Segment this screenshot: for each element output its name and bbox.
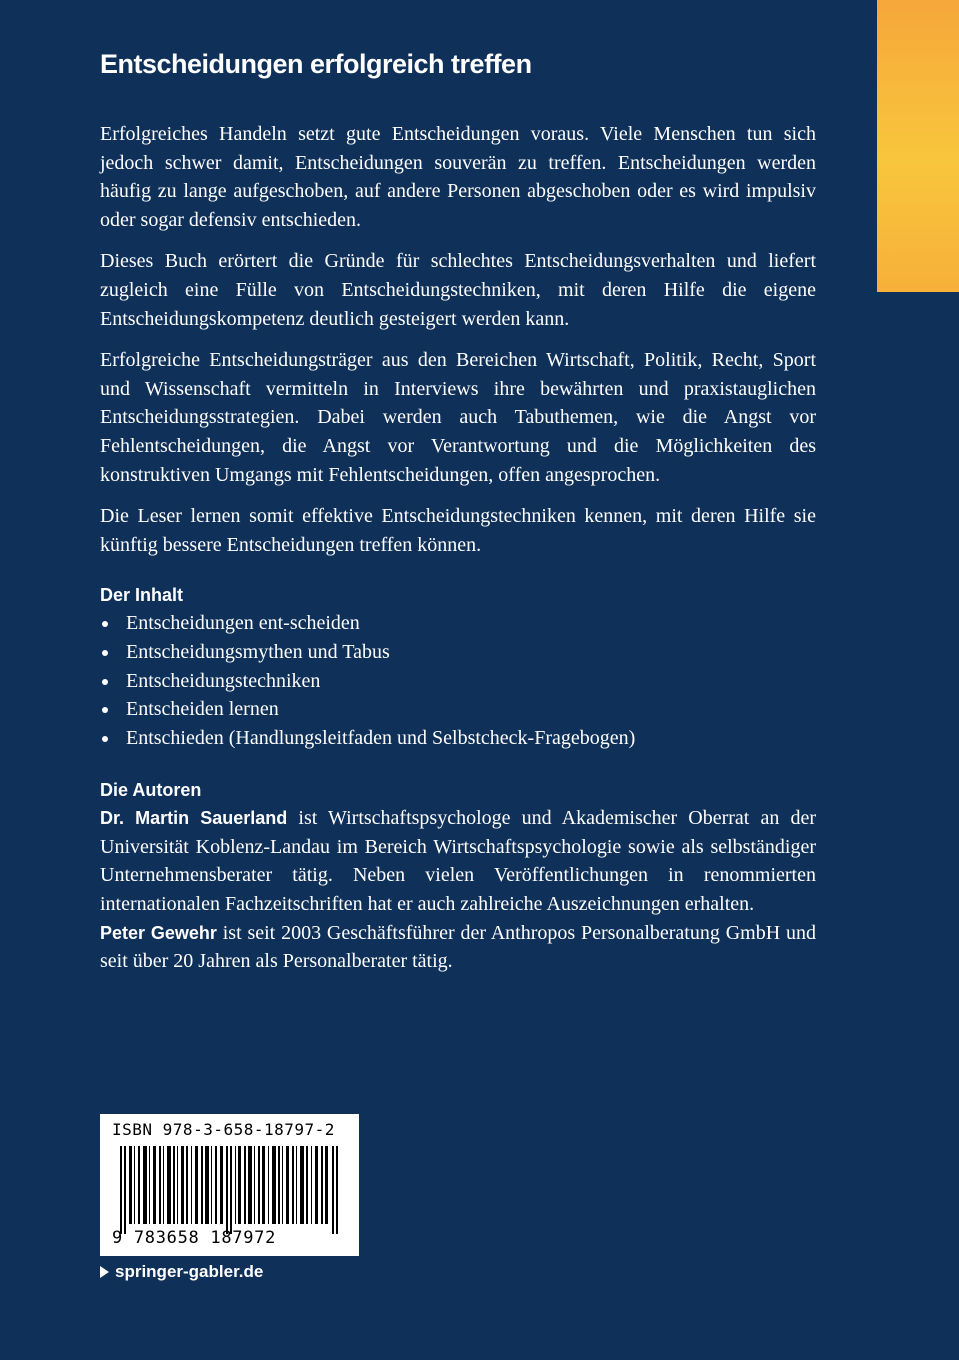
list-item-label: Entschieden (Handlungsleitfaden und Selbstcheck-Fragebogen) [126, 726, 636, 749]
author-name: Dr. Martin Sauerland [100, 808, 288, 829]
author-bio-text: ist seit 2003 Geschäftsführer der Anthropos Personalberatung GmbH und seit über 20 Jahren als Personalberater tätig. [100, 921, 816, 973]
author-bio-text: ist Wirtschaftspsychologe und Akademischer Oberrat an der Universität Koblenz-Landau im Bereich Wirtschaftspsychologie sowie als selbständiger Unternehmensberater tätig. Neben vielen Veröffentlichungen in renommierten internationalen Fachzeitschriften hat er auch zahlreiche Auszeichnungen erhalten. [100, 807, 816, 916]
bullet-icon [102, 650, 108, 656]
paragraph-interviews: Erfolgreiche Entscheidungsträger aus den Bereichen Wirtschaft, Politik, Recht, Sport und Wissenschaft vermitteln in Interviews ihre bewährten und praxistauglichen Entscheidungsstrategien. Dabei werden auch Tabuthemen, wie die Angst vor Fehlentscheidungen, die Angst vor Verantwortung und die Möglichkeiten des konstruktiven Umgangs mit Fehlentscheidungen, offen angesprochen. [100, 349, 816, 486]
paragraph-readers: Die Leser lernen somit effektive Entscheidungstechniken kennen, mit deren Hilfe sie künftig bessere Entscheidungen treffen können. [100, 505, 816, 556]
author-bio-gewehr [100, 919, 816, 976]
bullet-icon [102, 707, 108, 713]
author-bio-sauerland [100, 804, 816, 918]
list-item [100, 638, 816, 667]
list-item-label: Entscheiden lernen [126, 698, 279, 721]
isbn-barcode [100, 1114, 359, 1256]
arrow-right-icon [100, 1266, 109, 1278]
paragraph-book: Dieses Buch erörtert die Gründe für schlechtes Entscheidungsverhalten und liefert zugleich eine Fülle von Entscheidungstechniken, mit deren Hilfe die eigene Entscheidungskompetenz deutlich gesteigert werden kann. [100, 250, 816, 330]
publisher-website-link[interactable] [100, 1262, 263, 1282]
list-item-label: Entscheidungstechniken [126, 669, 321, 692]
isbn-label: ISBN 978-3-658-18797-2 [112, 1120, 335, 1139]
paragraph-intro: Erfolgreiches Handeln setzt gute Entscheidungen voraus. Viele Menschen tun sich jedoch schwer damit, Entscheidungen souverän zu treffen. Entscheidungen werden häufig zu lange aufgeschoben, auf andere Personen abgeschoben oder es wird impulsiv oder sogar defensiv entschieden. [100, 123, 816, 231]
bullet-icon [102, 679, 108, 685]
bullet-icon [102, 621, 108, 627]
list-item [100, 695, 816, 724]
list-item [100, 724, 816, 753]
barcode-bars-icon [114, 1146, 346, 1234]
authors-heading: Die Autoren [100, 780, 202, 801]
author-name: Peter Gewehr [100, 922, 217, 943]
ean-digits: 9 783658 187972 [112, 1228, 277, 1248]
contents-heading: Der Inhalt [100, 585, 184, 606]
website-label: springer-gabler.de [115, 1262, 264, 1281]
list-item [100, 667, 816, 696]
bullet-icon [102, 736, 108, 742]
accent-bar [877, 0, 959, 292]
contents-list [100, 609, 816, 752]
back-cover-content [100, 44, 816, 976]
book-title: Entscheidungen erfolgreich treffen [100, 49, 532, 79]
list-item [100, 609, 816, 638]
list-item-label: Entscheidungen ent-scheiden [126, 612, 360, 635]
list-item-label: Entscheidungsmythen und Tabus [126, 640, 390, 663]
